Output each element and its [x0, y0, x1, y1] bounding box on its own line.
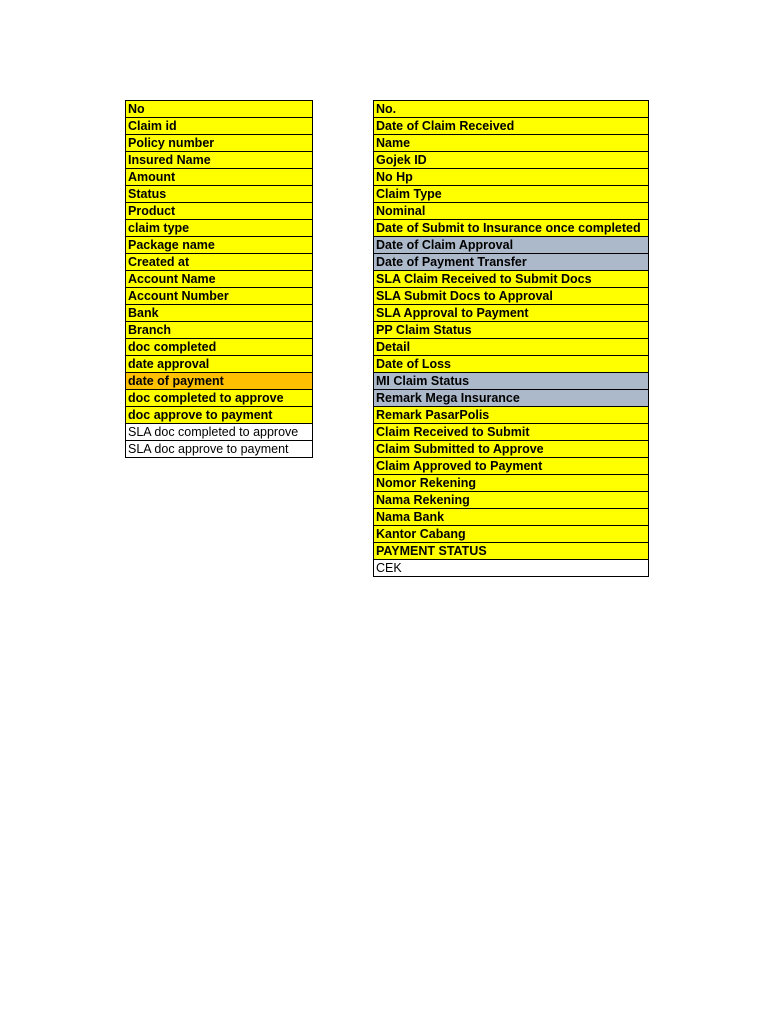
right-field-cell[interactable]: Remark Mega Insurance	[374, 390, 649, 407]
right-field-cell[interactable]: Nomor Rekening	[374, 475, 649, 492]
left-field-row	[126, 322, 313, 339]
right-field-row	[374, 237, 649, 254]
right-field-cell[interactable]: Nama Bank	[374, 509, 649, 526]
right-field-row	[374, 441, 649, 458]
right-field-cell[interactable]: CEK	[374, 560, 649, 577]
right-field-row	[374, 509, 649, 526]
left-field-cell[interactable]: Insured Name	[126, 152, 313, 169]
right-field-row	[374, 390, 649, 407]
right-field-row	[374, 543, 649, 560]
right-field-table	[373, 100, 649, 577]
right-field-cell[interactable]: SLA Approval to Payment	[374, 305, 649, 322]
right-field-cell[interactable]: No.	[374, 101, 649, 118]
right-field-cell[interactable]: Date of Claim Approval	[374, 237, 649, 254]
right-field-cell[interactable]: Detail	[374, 339, 649, 356]
right-field-table-body	[374, 101, 649, 577]
left-field-cell[interactable]: SLA doc completed to approve	[126, 424, 313, 441]
right-field-row	[374, 271, 649, 288]
right-field-cell[interactable]: PAYMENT STATUS	[374, 543, 649, 560]
left-field-cell[interactable]: SLA doc approve to payment	[126, 441, 313, 458]
left-field-row	[126, 441, 313, 458]
left-field-cell[interactable]: Account Name	[126, 271, 313, 288]
right-field-cell[interactable]: Claim Type	[374, 186, 649, 203]
right-field-cell[interactable]: PP Claim Status	[374, 322, 649, 339]
right-field-row	[374, 152, 649, 169]
left-field-cell[interactable]: Branch	[126, 322, 313, 339]
left-field-cell[interactable]: Claim id	[126, 118, 313, 135]
right-field-row	[374, 305, 649, 322]
left-field-cell[interactable]: Bank	[126, 305, 313, 322]
right-field-row	[374, 118, 649, 135]
left-field-row	[126, 101, 313, 118]
right-field-cell[interactable]: No Hp	[374, 169, 649, 186]
right-field-cell[interactable]: Gojek ID	[374, 152, 649, 169]
left-field-row	[126, 220, 313, 237]
right-field-row	[374, 135, 649, 152]
left-field-cell[interactable]: Product	[126, 203, 313, 220]
left-field-table-body	[126, 101, 313, 458]
right-field-cell[interactable]: Date of Loss	[374, 356, 649, 373]
left-field-cell[interactable]: Policy number	[126, 135, 313, 152]
right-field-row	[374, 101, 649, 118]
right-field-row	[374, 424, 649, 441]
left-field-cell[interactable]: claim type	[126, 220, 313, 237]
right-field-row	[374, 356, 649, 373]
right-field-cell[interactable]: Remark PasarPolis	[374, 407, 649, 424]
left-field-row	[126, 390, 313, 407]
left-field-row	[126, 424, 313, 441]
right-field-cell[interactable]: Claim Received to Submit	[374, 424, 649, 441]
right-field-cell[interactable]: Date of Submit to Insurance once completed	[374, 220, 649, 237]
right-field-row	[374, 492, 649, 509]
left-field-cell[interactable]: doc approve to payment	[126, 407, 313, 424]
left-field-row	[126, 169, 313, 186]
right-field-row	[374, 203, 649, 220]
left-field-row	[126, 152, 313, 169]
left-field-row	[126, 254, 313, 271]
left-field-row	[126, 135, 313, 152]
left-field-cell[interactable]: Amount	[126, 169, 313, 186]
left-field-cell[interactable]: date approval	[126, 356, 313, 373]
right-field-cell[interactable]: Nama Rekening	[374, 492, 649, 509]
right-field-row	[374, 475, 649, 492]
left-field-cell[interactable]: doc completed to approve	[126, 390, 313, 407]
right-field-row	[374, 288, 649, 305]
right-field-cell[interactable]: SLA Claim Received to Submit Docs	[374, 271, 649, 288]
left-field-cell[interactable]: Account Number	[126, 288, 313, 305]
right-field-cell[interactable]: Claim Approved to Payment	[374, 458, 649, 475]
right-field-row	[374, 186, 649, 203]
left-field-cell[interactable]: Created at	[126, 254, 313, 271]
right-field-row	[374, 560, 649, 577]
right-field-row	[374, 169, 649, 186]
left-field-row	[126, 288, 313, 305]
left-field-row	[126, 305, 313, 322]
right-field-cell[interactable]: Name	[374, 135, 649, 152]
left-field-row	[126, 237, 313, 254]
left-field-cell[interactable]: doc completed	[126, 339, 313, 356]
right-field-cell[interactable]: Kantor Cabang	[374, 526, 649, 543]
right-field-cell[interactable]: Date of Claim Received	[374, 118, 649, 135]
left-field-row	[126, 271, 313, 288]
left-field-cell[interactable]: date of payment	[126, 373, 313, 390]
right-field-row	[374, 220, 649, 237]
left-field-row	[126, 407, 313, 424]
right-field-row	[374, 458, 649, 475]
left-field-row	[126, 203, 313, 220]
right-field-row	[374, 339, 649, 356]
left-field-row	[126, 373, 313, 390]
left-field-row	[126, 186, 313, 203]
right-field-cell[interactable]: Nominal	[374, 203, 649, 220]
right-field-row	[374, 526, 649, 543]
left-field-cell[interactable]: Status	[126, 186, 313, 203]
right-field-cell[interactable]: Date of Payment Transfer	[374, 254, 649, 271]
right-field-cell[interactable]: SLA Submit Docs to Approval	[374, 288, 649, 305]
right-field-cell[interactable]: MI Claim Status	[374, 373, 649, 390]
right-field-row	[374, 322, 649, 339]
left-field-cell[interactable]: No	[126, 101, 313, 118]
right-field-cell[interactable]: Claim Submitted to Approve	[374, 441, 649, 458]
left-field-row	[126, 118, 313, 135]
right-field-row	[374, 407, 649, 424]
right-field-row	[374, 373, 649, 390]
left-field-table	[125, 100, 313, 458]
left-field-row	[126, 339, 313, 356]
left-field-row	[126, 356, 313, 373]
left-field-cell[interactable]: Package name	[126, 237, 313, 254]
right-field-row	[374, 254, 649, 271]
